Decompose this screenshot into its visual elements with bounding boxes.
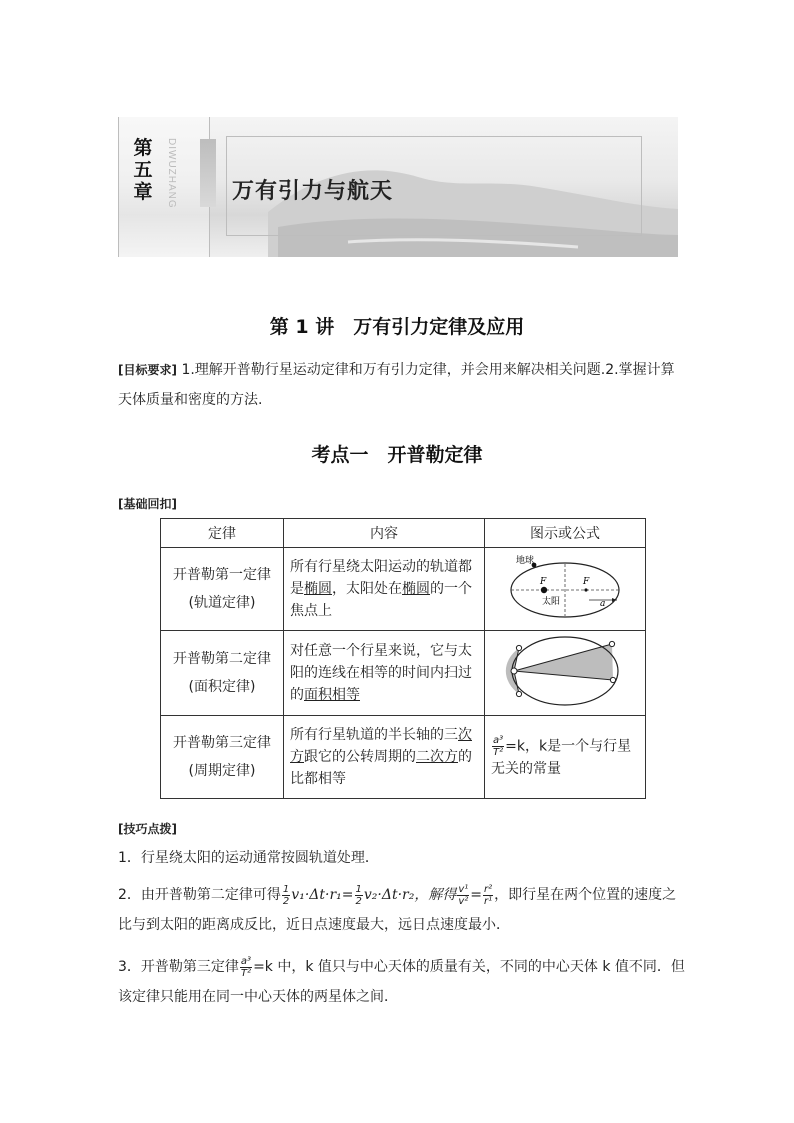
content-underline: 椭圆	[304, 581, 332, 597]
objective-paragraph	[118, 355, 684, 415]
earth-label: 地球	[516, 556, 535, 566]
content-text: 对任意一个行星来说，它与太阳的连线在相等的时间内扫过的	[290, 643, 472, 703]
law-name: 开普勒第一定律	[173, 567, 271, 583]
kepler-third-fraction	[492, 735, 504, 758]
content-text: 所有行星绕太阳运动的轨道都是	[290, 559, 472, 597]
table-header-row	[161, 519, 646, 548]
law-alias: (面积定律)	[188, 679, 256, 695]
law-name-cell	[161, 716, 284, 799]
objective-text: 1.理解开普勒行星运动定律和万有引力定律，并会用来解决相关问题.2.掌握计算天体质量和密度的方法.	[118, 362, 675, 408]
law-alias: (周期定律)	[188, 763, 256, 779]
content-underline: 次方	[290, 727, 472, 765]
fraction-denominator: v²	[458, 895, 469, 907]
formula-cell	[485, 716, 646, 799]
fraction-numerator: r²	[484, 883, 493, 895]
tip-1: 1．行星绕太阳的运动通常按圆轨道处理．	[118, 850, 379, 866]
lecture-title: 第 1 讲 万有引力定律及应用	[269, 316, 525, 338]
table-row	[161, 548, 646, 631]
kepler-third-fraction	[240, 956, 252, 979]
fraction-denominator: r¹	[484, 895, 493, 907]
fraction-numerator: 1	[355, 883, 362, 895]
header-figure: 图示或公式	[485, 519, 646, 548]
basics-label: [基础回扣]	[118, 497, 177, 511]
law-name: 开普勒第三定律	[173, 735, 271, 751]
fraction-denominator: 2	[282, 895, 290, 907]
law-content-cell	[284, 548, 485, 631]
formula-text: =k，k是一个与行星无关的常量	[491, 738, 632, 777]
fraction-numerator: v¹	[458, 883, 469, 895]
fraction-denominator: T²	[240, 967, 252, 979]
kepler-laws-table	[160, 518, 646, 799]
fraction-numerator: 1	[282, 883, 290, 895]
chapter-pinyin: DIWUZHANG	[166, 138, 177, 209]
tip-formula: v₂·Δt·r₂，解得	[363, 887, 457, 903]
header-law: 定律	[161, 519, 284, 548]
focus-label: F	[583, 577, 590, 587]
law-name: 开普勒第二定律	[173, 651, 271, 667]
semi-major-axis-label: a	[600, 599, 606, 609]
half-fraction	[282, 884, 290, 907]
radius-ratio-fraction	[483, 884, 493, 907]
ellipse-orbit-figure	[490, 550, 640, 624]
half-fraction	[355, 884, 363, 907]
figure-cell	[485, 548, 646, 631]
tip-2	[118, 880, 688, 940]
chapter-label: 第五章	[133, 137, 153, 203]
tips-label: [技巧点拨]	[118, 822, 177, 836]
tip-text: =k 中，k 值只与中心天体的质量有关，不同的中心天体 k 值不同．但该定律只能用在同一中心天体的两星体之间．	[118, 959, 685, 1005]
law-name-cell	[161, 631, 284, 716]
title-accent-bar	[200, 139, 216, 207]
fraction-numerator: a³	[240, 955, 252, 967]
tip-text: 2．由开普勒第二定律可得	[118, 887, 281, 903]
fraction-denominator: 2	[355, 895, 362, 907]
law-alias: (轨道定律)	[188, 595, 256, 611]
tip-formula: v₁·Δt·r₁=	[291, 887, 354, 903]
fraction-denominator: T²	[493, 746, 504, 758]
header-content: 内容	[284, 519, 485, 548]
content-text: 所有行星轨道的半长轴的三	[290, 727, 458, 743]
section-title: 考点一 开普勒定律	[311, 444, 483, 466]
figure-cell	[485, 631, 646, 716]
equals-sign: =	[470, 887, 483, 903]
content-underline: 二次方	[416, 749, 458, 765]
content-text: 的比都相等	[290, 749, 472, 787]
sun-label: 太阳	[542, 597, 561, 607]
content-text: ，太阳处在	[332, 581, 402, 597]
fraction-numerator: a³	[493, 734, 504, 746]
tip-text: ，即行星在两个位置的速度之比与到太阳的距离成反比，近日点速度最大，远日点速度最小．	[118, 887, 677, 933]
law-content-cell	[284, 716, 485, 799]
content-underline: 面积相等	[304, 687, 360, 703]
law-content-cell	[284, 631, 485, 716]
law-name-cell	[161, 548, 284, 631]
focus-label: F	[540, 577, 547, 587]
tip-text: 3．开普勒第三定律	[118, 959, 239, 975]
content-text: 跟它的公转周期的	[304, 749, 416, 765]
objective-label: [目标要求]	[118, 363, 177, 377]
area-law-figure	[490, 631, 640, 711]
table-row	[161, 716, 646, 799]
table-row	[161, 631, 646, 716]
content-underline: 椭圆	[402, 581, 430, 597]
velocity-ratio-fraction	[457, 884, 469, 907]
chapter-title: 万有引力与航天	[232, 179, 394, 204]
tip-3	[118, 952, 688, 1012]
content-text: 的一个焦点上	[290, 581, 472, 619]
